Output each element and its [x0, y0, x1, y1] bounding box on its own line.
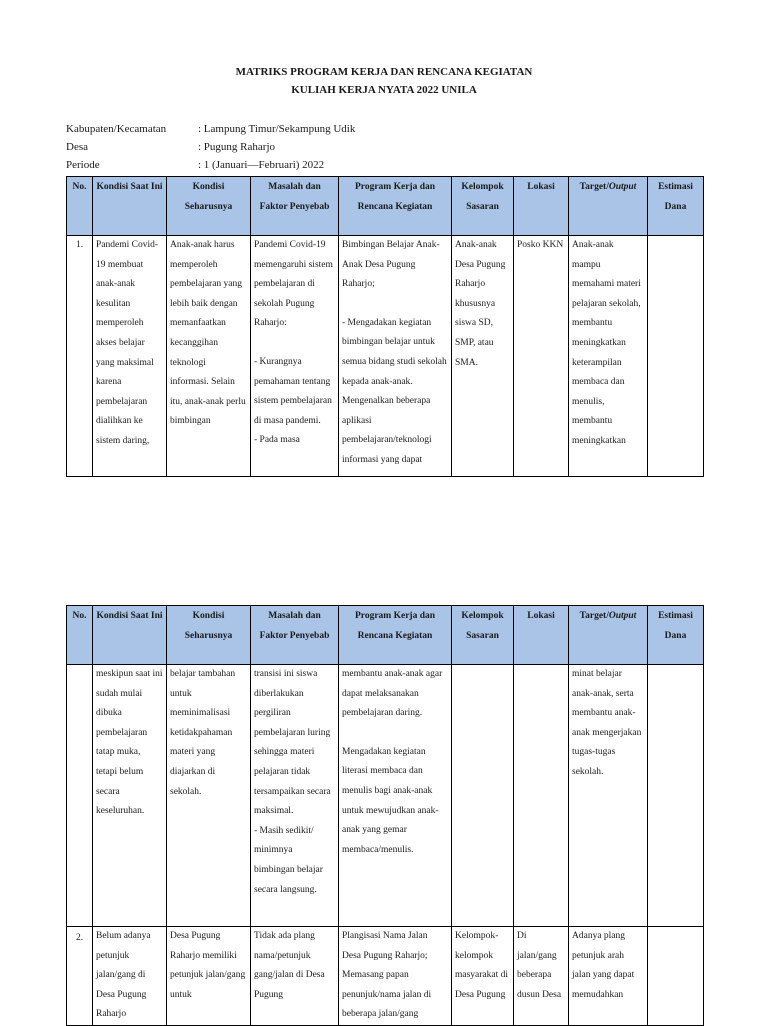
- cell-estimasi: [648, 927, 704, 1026]
- masalah-paragraph: - Kurangnya pemahaman tentang sistem pembelajaran di masa pandemi.: [254, 356, 332, 426]
- meta-value: : Lampung Timur/Sekampung Udik: [198, 123, 356, 135]
- header-no: No.: [67, 606, 93, 665]
- masalah-paragraph: - Pada masa: [254, 435, 300, 446]
- program-paragraph: Bimbingan Belajar Anak-Anak Desa Pugung Raharjo;: [342, 240, 440, 290]
- cell-no: 1.: [67, 236, 93, 477]
- cell-kondisi-seharusnya: belajar tambahan untuk meminimalisasi ketidakpahaman materi yang diajarkan di sekolah.: [167, 665, 251, 927]
- header-program: Program Kerja dan Rencana Kegiatan: [339, 177, 452, 236]
- document-title-line1: MATRIKS PROGRAM KERJA DAN RENCANA KEGIATAN: [235, 66, 533, 78]
- masalah-paragraph: Pandemi Covid-19 memengaruhi sistem pembelajaran di sekolah Pugung Raharjo:: [254, 240, 333, 329]
- cell-no: 2.: [67, 927, 93, 1026]
- masalah-paragraph: transisi ini siswa diberlakukan pergiliran pembelajaran luring sehingga materi pelajaran tidak tersampaikan secara maksimal.: [254, 669, 331, 817]
- cell-estimasi: [648, 236, 704, 477]
- header-target: [569, 177, 648, 236]
- meta-label: Periode: [66, 159, 100, 171]
- header-kondisi-seharusnya: Kondisi Seharusnya: [167, 606, 251, 665]
- cell-target: Adanya plang petunjuk arah jalan yang dapat memudahkan: [569, 927, 648, 1026]
- table-header-row: [67, 177, 704, 236]
- cell-lokasi: Posko KKN: [514, 236, 569, 477]
- header-target-prefix: Target/: [579, 611, 609, 621]
- cell-target: minat belajar anak-anak, serta membantu anak-anak mengerjakan tugas-tugas sekolah.: [569, 665, 648, 927]
- header-estimasi: Estimasi Dana: [648, 606, 704, 665]
- header-kondisi-seharusnya: Kondisi Seharusnya: [167, 177, 251, 236]
- cell-kelompok: Kelompok-kelompok masyarakat di Desa Pugung: [452, 927, 514, 1026]
- document-title-line2: KULIAH KERJA NYATA 2022 UNILA: [291, 84, 477, 96]
- table-header-row: [67, 606, 704, 665]
- meta-label: Kabupaten/Kecamatan: [66, 123, 167, 135]
- header-target: [569, 606, 648, 665]
- program-paragraph: - Mengadakan kegiatan bimbingan belajar untuk semua bidang studi sekolah kepada anak-anak.: [342, 317, 447, 387]
- cell-program: [339, 236, 452, 477]
- header-no: No.: [67, 177, 93, 236]
- cell-program: [339, 665, 452, 927]
- cell-target: Anak-anak mampu memahami materi pelajaran sekolah, membantu meningkatkan keterampilan membaca dan menulis, membantu meningkatkan: [569, 236, 648, 477]
- meta-value: : Pugung Raharjo: [198, 141, 275, 153]
- cell-program: Plangisasi Nama Jalan Desa Pugung Raharjo; Memasang papan penunjuk/nama jalan di beberapa jalan/gang: [339, 927, 452, 1026]
- header-target-italic: Output: [608, 182, 637, 192]
- header-program: Program Kerja dan Rencana Kegiatan: [339, 606, 452, 665]
- cell-kelompok: Anak-anak Desa Pugung Raharjo khususnya siswa SD, SMP, atau SMA.: [452, 236, 514, 477]
- header-masalah: Masalah dan Faktor Penyebab: [251, 177, 339, 236]
- table-row: [67, 665, 704, 927]
- matrix-table-section-2: [66, 605, 704, 1026]
- cell-kondisi-seharusnya: Anak-anak harus memperoleh pembelajaran yang lebih baik dengan memanfaatkan kecanggihan teknologi informasi. Selain itu, anak-anak perlu bimbingan: [167, 236, 251, 477]
- header-estimasi: Estimasi Dana: [648, 177, 704, 236]
- header-lokasi: Lokasi: [514, 177, 569, 236]
- header-kelompok: Kelompok Sasaran: [452, 606, 514, 665]
- meta-label: Desa: [66, 141, 88, 153]
- cell-masalah: [251, 665, 339, 927]
- cell-estimasi: [648, 665, 704, 927]
- cell-no: [67, 665, 93, 927]
- program-paragraph: Mengadakan kegiatan literasi membaca dan menulis bagi anak-anak untuk mewujudkan anak-anak yang gemar membaca/menulis.: [342, 746, 439, 855]
- cell-kelompok: [452, 665, 514, 927]
- table-row: [67, 927, 704, 1026]
- cell-kondisi-seharusnya: Desa Pugung Raharjo memiliki petunjuk jalan/gang untuk: [167, 927, 251, 1026]
- header-kondisi-saat-ini: Kondisi Saat Ini: [93, 177, 167, 236]
- header-kondisi-saat-ini: Kondisi Saat Ini: [93, 606, 167, 665]
- header-target-italic: Output: [608, 611, 637, 621]
- cell-lokasi: [514, 665, 569, 927]
- program-paragraph: membantu anak-anak agar dapat melaksanakan pembelajaran daring.: [342, 669, 443, 719]
- cell-kondisi-saat-ini: meskipun saat ini sudah mulai dibuka pembelajaran tatap muka, tetapi belum secara keseluruhan.: [93, 665, 167, 927]
- program-paragraph: Mengenalkan beberapa aplikasi pembelajaran/teknologi informasi yang dapat: [342, 396, 432, 465]
- matrix-table-section-1: [66, 176, 704, 477]
- cell-kondisi-saat-ini: Belum adanya petunjuk jalan/gang di Desa Pugung Raharjo: [93, 927, 167, 1026]
- table-row: [67, 236, 704, 477]
- cell-masalah: Tidak ada plang nama/petunjuk gang/jalan di Desa Pugung: [251, 927, 339, 1026]
- cell-masalah: [251, 236, 339, 477]
- cell-kondisi-saat-ini: Pandemi Covid-19 membuat anak-anak kesulitan memperoleh akses belajar yang maksimal karena pembelajaran dialihkan ke sistem daring,: [93, 236, 167, 477]
- masalah-paragraph: - Masih sedikit/ minimnya bimbingan belajar secara langsung.: [254, 825, 323, 895]
- header-target-prefix: Target/: [579, 182, 609, 192]
- header-masalah: Masalah dan Faktor Penyebab: [251, 606, 339, 665]
- header-kelompok: Kelompok Sasaran: [452, 177, 514, 236]
- cell-lokasi: Di jalan/gang beberapa dusun Desa: [514, 927, 569, 1026]
- meta-value: : 1 (Januari—Februari) 2022: [198, 159, 325, 171]
- header-lokasi: Lokasi: [514, 606, 569, 665]
